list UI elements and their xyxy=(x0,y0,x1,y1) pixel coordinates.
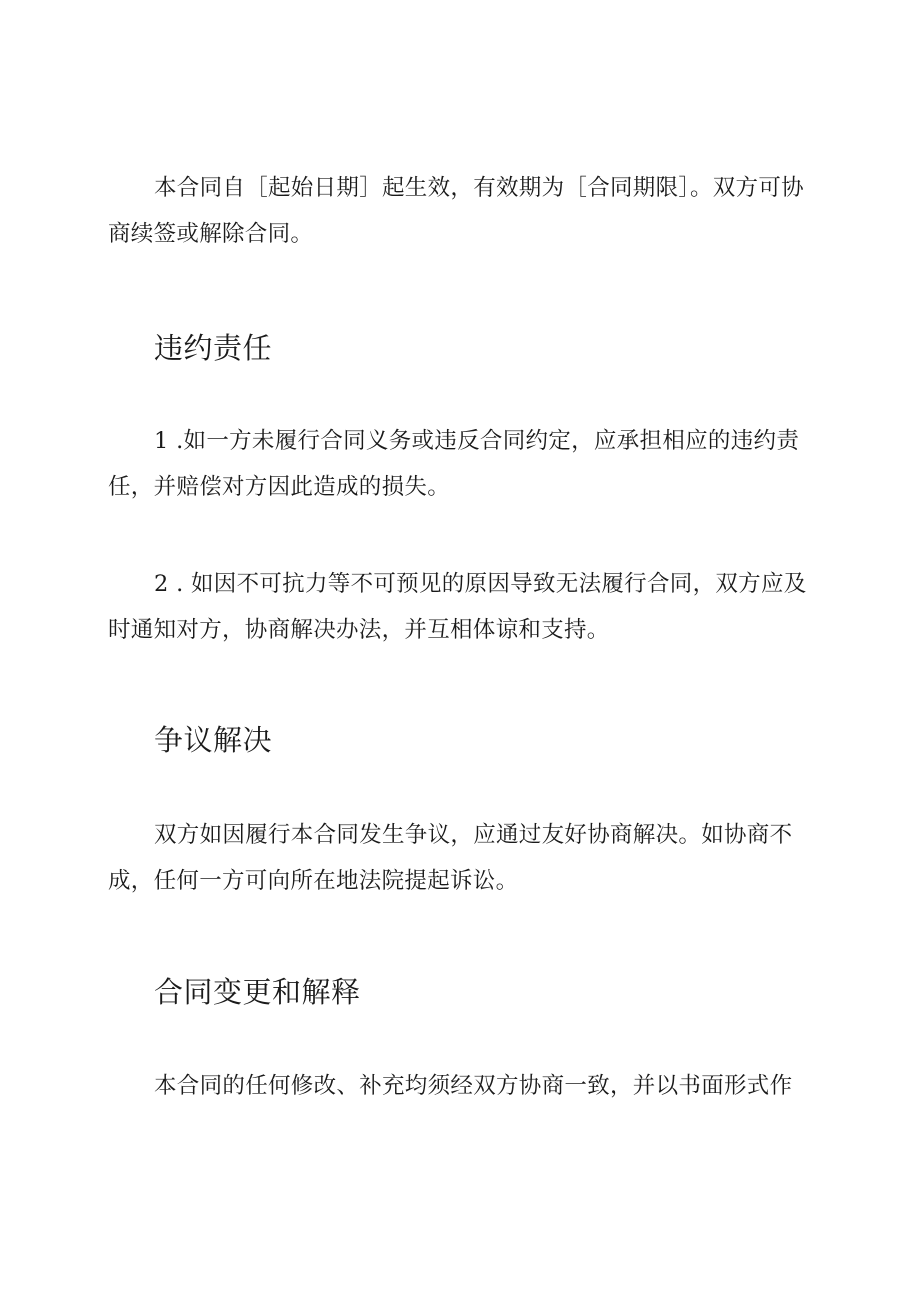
liability-heading: 违约责任 xyxy=(154,331,273,365)
liability-item-1: 1 .如一方未履行合同义务或违反合同约定，应承担相应的违约责任，并赔偿对方因此造成的损失。 xyxy=(108,428,800,500)
dispute-paragraph: 双方如因履行本合同发生争议，应通过友好协商解决。如协商不成，任何一方可向所在地法院提起诉讼。 xyxy=(108,822,793,894)
liability-item-2: 2 . 如因不可抗力等不可预见的原因导致无法履行合同，双方应及时通知对方，协商解决办法，并互相体谅和支持。 xyxy=(108,571,807,643)
change-paragraph: 本合同的任何修改、补充均须经双方协商一致，并以书面形式作 xyxy=(154,1073,793,1099)
contract-term-paragraph: 本合同自［起始日期］起生效，有效期为［合同期限］。双方可协商续签或解除合同。 xyxy=(108,175,804,247)
change-heading: 合同变更和解释 xyxy=(154,975,361,1009)
dispute-heading: 争议解决 xyxy=(154,723,273,757)
